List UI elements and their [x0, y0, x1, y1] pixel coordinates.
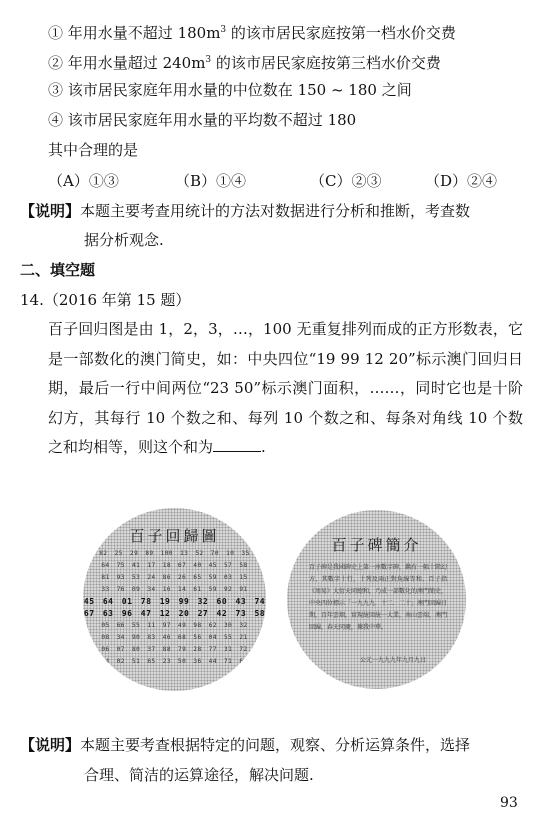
note-tag: 【说明】 [20, 736, 81, 754]
problem-number: 14.（2016 年第 15 题） [20, 291, 191, 309]
grid-row: 05 66 55 11 97 49 98 62 30 32 [101, 622, 248, 629]
section-heading: 二、填空题 [20, 261, 96, 279]
note-tag: 【说明】 [20, 202, 81, 220]
grid-row: 45 64 01 78 19 99 32 60 43 74 [83, 597, 266, 606]
note-text-line1: 本题主要考查用统计的方法对数据进行分析和推断，考查数 [80, 202, 471, 220]
option-b: （B）①④ [175, 172, 247, 190]
hundred-numbers-disc [83, 508, 266, 691]
answer-blank [213, 437, 261, 452]
grid-row: 08 34 90 83 46 68 56 04 55 21 [101, 634, 248, 641]
grid-row: 33 76 09 34 16 14 61 59 92 91 [101, 586, 248, 593]
statement-4: ④ 该市居民家庭年用水量的平均数不超过 180 [48, 111, 357, 129]
grid-row: 64 75 41 17 18 67 40 45 57 58 [101, 562, 248, 569]
grid-row: 81 93 53 24 86 26 65 59 03 15 [101, 574, 248, 581]
note-text-line2: 据分析观念. [84, 231, 164, 249]
problem-text: 百子回归图是由 1，2，3，…，100 无重复排列而成的正方形数表，它是一部数化的澳门简史，如：中央四位“19 99 12 20”标示澳门回归日期，最后一行中间两位“23 50”标示澳门面积，……，同时它也是十阶幻方，其每行 10 个数之和、每列 10 个数之和、每条对角线 10 个数之和均相等，则这个和为 . [48, 320, 523, 456]
statement-2: ② 年用水量超过 $240m^3$ 的该市居民家庭按第三档水价交费 [48, 54, 441, 72]
note-1 [20, 201, 470, 221]
grid-row: 82 25 29 89 100 13 52 70 10 35 [99, 550, 250, 557]
note-text-line1: 本题主要考查根据特定的问题，观察、分析运算条件，选择 [80, 736, 471, 754]
note-text-line2: 合理、简洁的运算途径，解决问题. [84, 766, 314, 784]
option-d: （D）②④ [425, 172, 498, 190]
grid-row: 06 07 80 37 88 79 28 77 31 72 [101, 646, 248, 653]
option-a: （A）①③ [48, 172, 119, 190]
grid-row: 94 02 51 65 23 50 36 44 71 69 [101, 658, 248, 665]
page-number: 93 [500, 795, 518, 811]
disc-title: 百子碑簡介 [331, 536, 422, 554]
question-prompt: 其中合理的是 [48, 141, 139, 159]
disc-title: 百子回歸圖 [129, 527, 220, 545]
hundred-stele-disc [287, 510, 466, 689]
grid-row: 67 63 96 47 12 20 27 42 73 58 [83, 609, 266, 618]
option-c: （C）②③ [310, 172, 382, 190]
note-2 [20, 735, 470, 755]
statement-1: ① 年用水量不超过 $180m^3$ 的该市居民家庭按第一档水价交费 [48, 24, 456, 42]
stele-intro-text: 百子碑是我國碑史上第一座數字碑，鐫有一幅十階幻方，其數字十行，十列及兩正對角線等和。百子指《周易》大衍天同總和，乃成一部數化的澳門簡史，中央四位標示「一九九九．十二．二十」澳門回歸日期，百年雲烟，實現統回統一大業，南山雲端，澳門回歸，春天同慶，據我中華。 [309, 564, 448, 631]
statement-3: ③ 该市居民家庭年用水量的中位数在 150 ~ 180 之间 [48, 81, 412, 99]
stele-signature: 公元一九九九年九月九日 [359, 657, 426, 664]
